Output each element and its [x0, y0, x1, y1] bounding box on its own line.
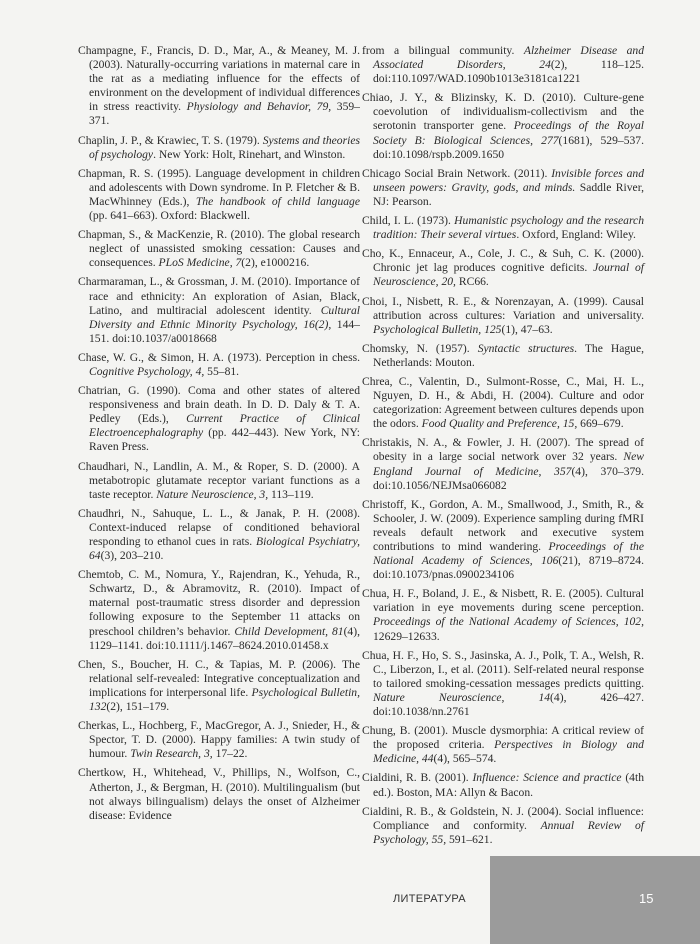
reference-source-title: Proceedings of the Royal Society B: Biological Sciences, 277: [373, 119, 644, 147]
reference-text: Chaudhri, N., Sahuque, L. L., & Janak, P. H. (2008). Context-induced relapse of conditioned behavioral responding to ethanol cues in rats.: [78, 506, 360, 548]
reference-text: 113–119.: [268, 487, 314, 501]
reference-entry: [78, 460, 360, 502]
reference-text: Chomsky, N. (1957).: [362, 341, 478, 355]
reference-source-title: Twin Research, 3,: [130, 747, 213, 761]
reference-text: (3), 203–210.: [100, 549, 164, 563]
reference-text: . New York: Holt, Rinehart, and Winston.: [153, 147, 346, 161]
reference-text: 55–81.: [204, 364, 240, 378]
reference-text: Chase, W. G., & Simon, H. A. (1973). Perception in chess.: [78, 350, 360, 364]
reference-entry: [362, 214, 644, 242]
reference-source-title: Invisible forces and unseen powers: Gravity, gods, and minds.: [373, 166, 644, 194]
reference-entry: [362, 724, 644, 766]
reference-entry: [362, 649, 644, 719]
reference-text: Chung, B. (2001). Muscle dysmorphia: A critical review of the proposed criteria.: [362, 724, 644, 752]
reference-text: (1681), 529–537. doi:10.1098/rspb.2009.1650: [373, 133, 644, 161]
page-number: 15: [639, 891, 654, 906]
reference-text: Cialdini, R. B. (2001).: [362, 771, 473, 785]
reference-source-title: Proceedings of the National Academy of Sciences, 102,: [373, 615, 644, 629]
reference-source-title: Humanistic psychology and the research tradition: Their several virtues: [373, 214, 644, 242]
references-right-column: [362, 44, 644, 852]
reference-text: (pp. 641–663). Oxford: Blackwell.: [89, 209, 250, 223]
reference-entry: [78, 719, 360, 761]
reference-source-title: Food Quality and Preference, 15,: [421, 417, 578, 431]
reference-entry: [78, 351, 360, 379]
reference-text: (4), 565–574.: [433, 752, 497, 766]
reference-text: Choi, I., Nisbett, R. E., & Norenzayan, A. (1999). Causal attribution across cultures: Variation and universality.: [362, 294, 644, 322]
reference-text: Chapman, S., & MacKenzie, R. (2010). The global research neglect of unassisted smoking cessation: Causes and consequences.: [78, 228, 360, 270]
reference-source-title: Current Practice of Clinical Electroencephalography: [89, 412, 360, 440]
page-number-box: [490, 856, 700, 944]
running-footer-section-label: ЛИТЕРАТУРА: [393, 893, 466, 905]
reference-source-title: Physiology and Behavior, 79,: [186, 100, 332, 114]
reference-text: Chua, H. F., Ho, S. S., Jasinska, A. J., Polk, T. A., Welsh, R. C., Liberzon, I., et al. (2011). Self-related neural response to tailored smoking-cessation messages predicts quitting.: [362, 648, 644, 690]
reference-text: Charmaraman, L., & Grossman, J. M. (2010). Importance of race and ethnicity: An exploration of Asian, Black, Latino, and multiracial adolescent identity.: [78, 275, 360, 317]
reference-entry: [362, 587, 644, 643]
reference-entry: [362, 498, 644, 583]
reference-entry: [78, 134, 360, 162]
reference-text: Cherkas, L., Hochberg, F., MacGregor, A. J., Snieder, H., & Spector, T. D. (2000). Happy families: A twin study of humour.: [78, 719, 360, 761]
reference-entry: [362, 771, 644, 799]
reference-entry: [362, 247, 644, 289]
reference-source-title: Proceedings of the National Academy of Sciences, 106: [373, 540, 644, 568]
reference-text: Chaplin, J. P., & Krawiec, T. S. (1979).: [78, 133, 263, 147]
reference-text: 359–371.: [89, 100, 360, 128]
reference-entry: [78, 507, 360, 563]
reference-source-title: Systems and theories of psychology: [89, 133, 360, 161]
references-left-column: [78, 44, 360, 828]
reference-text: (pp. 442–443). New York, NY: Raven Press.: [89, 426, 360, 454]
reference-source-title: Journal of Neuroscience, 20,: [373, 261, 645, 289]
reference-entry: [78, 568, 360, 653]
reference-source-title: Cultural Diversity and Ethnic Minority Psychology, 16(2),: [89, 303, 360, 331]
reference-text: Christoff, K., Gordon, A. M., Smallwood, J., Smith, R., & Schooler, J. W. (2009). Experience sampling during fMRI reveals default network and executive system contributions to mind wandering.: [362, 497, 644, 553]
reference-entry: [78, 44, 360, 129]
reference-entry: [362, 44, 644, 86]
reference-text: 144–151. doi:10.1037/a0018668: [89, 317, 360, 345]
reference-text: (4), 1129–1141. doi:10.1111/j.1467–8624.2010.01458.x: [89, 624, 360, 652]
reference-source-title: New England Journal of Medicine, 357: [373, 450, 644, 478]
reference-text: . Oxford, England: Wiley.: [516, 228, 636, 242]
reference-entry: [362, 91, 644, 161]
reference-source-title: PLoS Medicine, 7: [158, 256, 242, 270]
reference-text: RC66.: [455, 275, 489, 289]
reference-text: Chen, S., Boucher, H. C., & Tapias, M. P. (2006). The relational self-revealed: Integrative conceptualization and implications for interpersonal life.: [78, 657, 360, 699]
reference-source-title: Syntactic structures: [477, 341, 575, 355]
reference-text: Chua, H. F., Boland, J. E., & Nisbett, R. E. (2005). Cultural variation in eye movements during scene perception.: [362, 587, 644, 615]
reference-text: Chiao, J. Y., & Blizinsky, K. D. (2010). Culture-gene coevolution of individualism-collectivism and the serotonin transporter gene.: [362, 91, 644, 133]
reference-source-title: Cognitive Psychology, 4,: [89, 364, 205, 378]
reference-entry: [362, 342, 644, 370]
reference-text: Cho, K., Ennaceur, A., Cole, J. C., & Suh, C. K. (2000). Chronic jet lag produces cognitive deficits.: [362, 247, 644, 275]
reference-text: Saddle River, NJ: Pearson.: [373, 180, 644, 208]
reference-text: Chaudhari, N., Landlin, A. M., & Roper, S. D. (2000). A metabotropic glutamate receptor variant functions as a taste receptor.: [78, 459, 360, 501]
reference-text: (2), e1000216.: [241, 256, 310, 270]
reference-text: 17–22.: [212, 747, 248, 761]
reference-text: Chrea, C., Valentin, D., Sulmont-Rosse, C., Mai, H. L., Nguyen, D. H., & Abdi, H. (2004). Culture and odor categorization: Agreement between cultures depends upon the odors.: [362, 374, 644, 431]
reference-entry: [362, 295, 644, 337]
reference-text: Chertkow, H., Whitehead, V., Phillips, N., Wolfson, C., Atherton, J., & Bergman, H. (2010). Multilingualism (but not always bilingualism) delays the onset of Alzheimer disease: Evidence: [78, 766, 360, 822]
reference-entry: [78, 766, 360, 822]
reference-source-title: Alzheimer Disease and Associated Disorders, 24: [373, 44, 645, 72]
reference-text: Chapman, R. S. (1995). Language development in children and adolescents with Down syndrome. In P. Fletcher & B. MacWhinney (Eds.),: [78, 166, 360, 208]
reference-text: Cialdini, R. B., & Goldstein, N. J. (2004). Social influence: Compliance and conformity.: [362, 804, 644, 832]
reference-text: (4th ed.). Boston, MA: Allyn & Bacon.: [373, 771, 644, 799]
reference-text: Child, I. L. (1973).: [362, 214, 455, 228]
reference-text: (1), 47–63.: [501, 322, 553, 336]
reference-source-title: Nature Neuroscience, 14: [373, 690, 551, 704]
reference-text: 669–679.: [577, 417, 624, 431]
reference-text: (2), 118–125. doi:110.1097/WAD.1090b1013e3181ca1221: [373, 58, 644, 86]
reference-text: (2), 151–179.: [106, 700, 170, 714]
reference-text: Chicago Social Brain Network. (2011).: [362, 166, 552, 180]
reference-text: Champagne, F., Francis, D. D., Mar, A., & Meaney, M. J. (2003). Naturally-occurring variations in maternal care in the rat as a mediating influence for the effects of environment on the development of individual differences in stress reactivity.: [78, 44, 360, 114]
reference-source-title: Psychological Bulletin, 132: [89, 685, 360, 714]
reference-source-title: Child Development, 81: [234, 624, 344, 638]
reference-entry: [362, 805, 644, 847]
reference-source-title: Nature Neuroscience, 3,: [156, 487, 269, 501]
reference-source-title: The handbook of child language: [195, 194, 360, 208]
reference-text: from a bilingual community.: [362, 44, 524, 57]
reference-text: Chemtob, C. M., Nomura, Y., Rajendran, K., Yehuda, R., Schwartz, D., & Abramovitz, R. (2010). Impact of maternal post-traumatic stress disorder and depression following exposure to the September 11 attacks on preschool children’s behavior.: [78, 568, 360, 638]
reference-text: (4), 426–427. doi:10.1038/nn.2761: [373, 690, 644, 719]
reference-source-title: Psychological Bulletin, 125: [373, 322, 502, 336]
reference-text: 591–621.: [446, 832, 493, 846]
reference-entry: [78, 275, 360, 345]
reference-entry: [362, 436, 644, 492]
reference-text: (21), 8719–8724. doi:10.1073/pnas.0900234106: [373, 554, 645, 582]
reference-text: . The Hague, Netherlands: Mouton.: [373, 341, 644, 369]
reference-source-title: Perspectives in Biology and Medicine, 44: [373, 738, 644, 766]
reference-text: Chatrian, G. (1990). Coma and other states of altered responsiveness and brain death. In D. D. Daly & T. A. Pedley (Eds.),: [78, 384, 360, 426]
reference-source-title: Influence: Science and practice: [472, 771, 622, 785]
reference-text: 12629–12633.: [373, 629, 440, 643]
reference-source-title: Annual Review of Psychology, 55,: [373, 818, 644, 846]
reference-entry: [362, 167, 644, 209]
reference-entry: [362, 375, 644, 431]
reference-text: (4), 370–379. doi:10.1056/NEJMsa066082: [373, 464, 644, 492]
reference-entry: [78, 658, 360, 714]
reference-entry: [78, 167, 360, 223]
reference-entry: [78, 228, 360, 270]
reference-text: Christakis, N. A., & Fowler, J. H. (2007). The spread of obesity in a large social network over 32 years.: [362, 436, 644, 464]
reference-entry: [78, 384, 360, 454]
reference-source-title: Biological Psychiatry, 64: [89, 535, 361, 563]
